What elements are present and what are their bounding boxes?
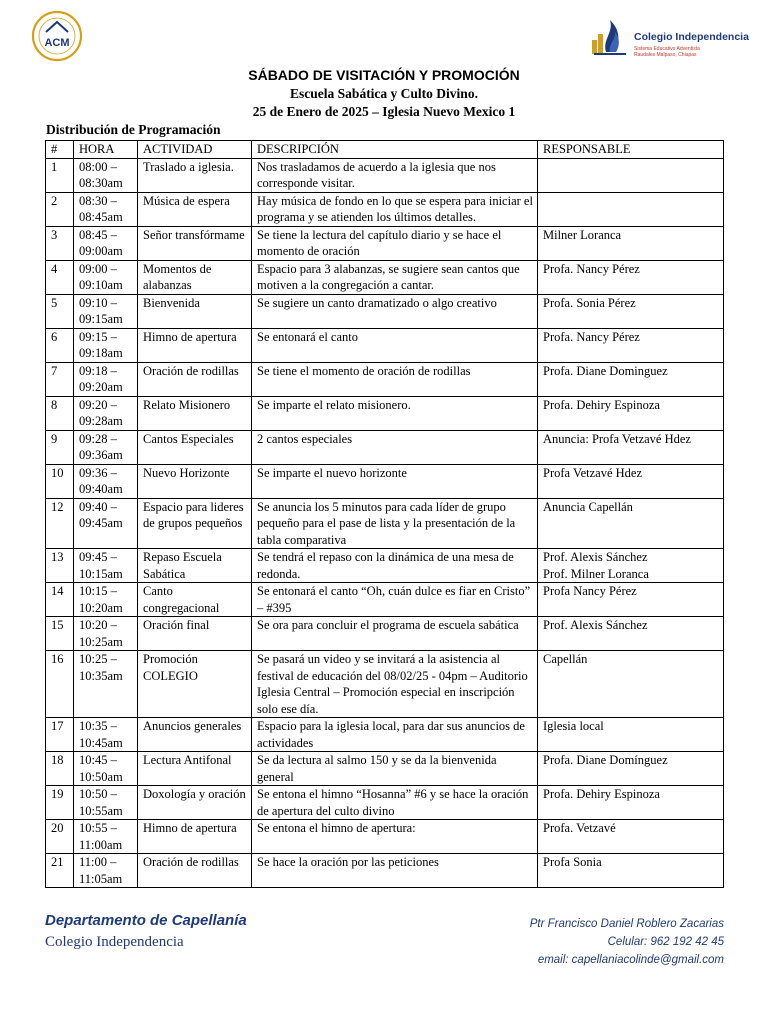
cell-num: 16 (46, 651, 74, 718)
cell-descripcion: Se ora para concluir el programa de escuela sabática (252, 617, 538, 651)
cell-hora: 10:35 – 10:45am (74, 718, 138, 752)
cell-actividad: Espacio para lideres de grupos pequeños (138, 498, 252, 549)
cell-descripcion: Se sugiere un canto dramatizado o algo creativo (252, 294, 538, 328)
page-title: SÁBADO DE VISITACIÓN Y PROMOCIÓN (248, 67, 520, 83)
cell-num: 15 (46, 617, 74, 651)
cell-actividad: Promoción COLEGIO (138, 651, 252, 718)
cell-hora: 10:15 – 10:20am (74, 583, 138, 617)
cell-hora: 09:18 – 09:20am (74, 362, 138, 396)
colegio-logo (588, 12, 758, 62)
cell-hora: 11:00 – 11:05am (74, 854, 138, 888)
cell-hora: 09:40 – 09:45am (74, 498, 138, 549)
cell-num: 4 (46, 260, 74, 294)
cell-hora: 09:28 – 09:36am (74, 430, 138, 464)
table-row (46, 549, 724, 583)
cell-descripcion: Se tiene el momento de oración de rodillas (252, 362, 538, 396)
cell-actividad: Anuncios generales (138, 718, 252, 752)
cell-descripcion: Se entonará el canto (252, 328, 538, 362)
table-row (46, 294, 724, 328)
acm-logo (22, 10, 92, 62)
cell-actividad: Nuevo Horizonte (138, 464, 252, 498)
cell-responsable (538, 158, 724, 192)
page-subtitle: Escuela Sabática y Culto Divino. (290, 86, 478, 101)
table-row (46, 464, 724, 498)
cell-hora: 09:15 – 09:18am (74, 328, 138, 362)
logo-sub1: Sistema Educativo Adventista (634, 46, 700, 52)
cell-actividad: Música de espera (138, 192, 252, 226)
cell-descripcion: Se entona el himno de apertura: (252, 820, 538, 854)
cell-num: 21 (46, 854, 74, 888)
svg-text:ACM: ACM (44, 37, 70, 49)
cell-responsable: Profa. Dehiry Espinoza (538, 396, 724, 430)
cell-responsable: Anuncia: Profa Vetzavé Hdez (538, 430, 724, 464)
cell-actividad: Repaso Escuela Sabática (138, 549, 252, 583)
cell-num: 12 (46, 498, 74, 549)
cell-actividad: Relato Misionero (138, 396, 252, 430)
logo-sub2: Raudales Malpaso, Chiapas (634, 52, 697, 58)
cell-hora: 08:30 – 08:45am (74, 192, 138, 226)
flame-book-icon (588, 12, 630, 58)
cell-responsable: Profa Vetzavé Hdez (538, 464, 724, 498)
cell-actividad: Oración final (138, 617, 252, 651)
cell-num: 13 (46, 549, 74, 583)
cell-descripcion: Se pasará un video y se invitará a la asistencia al festival de educación del 08/02/25 - 04pm – Auditorio Iglesia Central – Promoción especial en inscripción solo ese día. (252, 651, 538, 718)
cell-num: 7 (46, 362, 74, 396)
cell-num: 5 (46, 294, 74, 328)
cell-num: 2 (46, 192, 74, 226)
table-row (46, 192, 724, 226)
cell-descripcion: 2 cantos especiales (252, 430, 538, 464)
cell-hora: 09:20 – 09:28am (74, 396, 138, 430)
table-row (46, 328, 724, 362)
cell-hora: 09:45 – 10:15am (74, 549, 138, 583)
cell-responsable: Profa. Diane Domínguez (538, 752, 724, 786)
footer-pastor: Ptr Francisco Daniel Roblero Zacarias (529, 918, 724, 930)
cell-num: 10 (46, 464, 74, 498)
cell-num: 8 (46, 396, 74, 430)
table-row (46, 752, 724, 786)
cell-actividad: Momentos de alabanzas (138, 260, 252, 294)
cell-actividad: Oración de rodillas (138, 362, 252, 396)
cell-hora: 09:36 – 09:40am (74, 464, 138, 498)
table-row (46, 617, 724, 651)
table-row (46, 583, 724, 617)
cell-num: 17 (46, 718, 74, 752)
footer-phone: Celular: 962 192 42 45 (607, 936, 724, 948)
cell-responsable: Iglesia local (538, 718, 724, 752)
cell-descripcion: Espacio para 3 alabanzas, se sugiere sean cantos que motiven a la congregación a cantar. (252, 260, 538, 294)
table-row (46, 786, 724, 820)
cell-hora: 10:20 – 10:25am (74, 617, 138, 651)
cell-hora: 10:25 – 10:35am (74, 651, 138, 718)
cell-actividad: Bienvenida (138, 294, 252, 328)
cell-actividad: Himno de apertura (138, 328, 252, 362)
footer-email[interactable]: email: capellaniacolinde@gmail.com (537, 954, 724, 966)
column-header-num: # (46, 141, 74, 159)
cell-hora: 08:45 – 09:00am (74, 226, 138, 260)
cell-responsable: Profa Sonia (538, 854, 724, 888)
cell-actividad: Cantos Especiales (138, 430, 252, 464)
table-row (46, 158, 724, 192)
cell-descripcion: Se entona el himno “Hosanna” #6 y se hace la oración de apertura del culto divino (252, 786, 538, 820)
table-row (46, 854, 724, 888)
cell-descripcion: Se anuncia los 5 minutos para cada líder de grupo pequeño para el pase de lista y la presentación de la tabla comparativa (252, 498, 538, 549)
cell-descripcion: Espacio para la iglesia local, para dar sus anuncios de actividades (252, 718, 538, 752)
footer-department: Departamento de Capellanía (45, 912, 247, 929)
cell-actividad: Doxología y oración (138, 786, 252, 820)
cell-actividad: Lectura Antifonal (138, 752, 252, 786)
cell-num: 9 (46, 430, 74, 464)
column-header-actividad: ACTIVIDAD (138, 141, 252, 159)
column-header-hora: HORA (74, 141, 138, 159)
cell-responsable: Prof. Alexis Sánchez (538, 617, 724, 651)
cell-responsable (538, 192, 724, 226)
footer-school: Colegio Independencia (45, 934, 184, 950)
cell-hora: 08:00 – 08:30am (74, 158, 138, 192)
cell-responsable: Profa. Nancy Pérez (538, 328, 724, 362)
cell-responsable: Milner Loranca (538, 226, 724, 260)
cell-hora: 10:55 – 11:00am (74, 820, 138, 854)
cell-actividad: Señor transfórmame (138, 226, 252, 260)
table-row (46, 260, 724, 294)
schedule-table (45, 140, 724, 888)
cell-descripcion: Nos trasladamos de acuerdo a la iglesia que nos corresponde visitar. (252, 158, 538, 192)
cell-responsable: Profa. Dehiry Espinoza (538, 786, 724, 820)
table-row (46, 430, 724, 464)
cell-responsable: Profa. Diane Dominguez (538, 362, 724, 396)
table-row (46, 226, 724, 260)
cell-actividad: Canto congregacional (138, 583, 252, 617)
cell-hora: 09:10 – 09:15am (74, 294, 138, 328)
cell-descripcion: Se hace la oración por las peticiones (252, 854, 538, 888)
cell-responsable: Prof. Alexis Sánchez Prof. Milner Loranca (538, 549, 724, 583)
cell-num: 20 (46, 820, 74, 854)
table-row (46, 651, 724, 718)
cell-descripcion: Se imparte el nuevo horizonte (252, 464, 538, 498)
section-title: Distribución de Programación (46, 122, 221, 137)
table-row (46, 396, 724, 430)
logo-name: Colegio Independencia (634, 31, 749, 43)
cell-num: 1 (46, 158, 74, 192)
cell-responsable: Profa. Vetzavé (538, 820, 724, 854)
table-row (46, 498, 724, 549)
cell-responsable: Profa Nancy Pérez (538, 583, 724, 617)
cell-actividad: Oración de rodillas (138, 854, 252, 888)
cell-hora: 10:45 – 10:50am (74, 752, 138, 786)
cell-responsable: Profa. Sonia Pérez (538, 294, 724, 328)
cell-num: 18 (46, 752, 74, 786)
cell-responsable: Capellán (538, 651, 724, 718)
cell-actividad: Traslado a iglesia. (138, 158, 252, 192)
cell-descripcion: Se da lectura al salmo 150 y se da la bienvenida general (252, 752, 538, 786)
table-row (46, 820, 724, 854)
cell-num: 14 (46, 583, 74, 617)
cell-descripcion: Se imparte el relato misionero. (252, 396, 538, 430)
cell-descripcion: Hay música de fondo en lo que se espera para iniciar el programa y se atienden los últimos detalles. (252, 192, 538, 226)
cell-num: 6 (46, 328, 74, 362)
cell-hora: 10:50 – 10:55am (74, 786, 138, 820)
cell-num: 19 (46, 786, 74, 820)
event-date-location: 25 de Enero de 2025 – Iglesia Nuevo Mexico 1 (252, 104, 516, 119)
table-row (46, 362, 724, 396)
column-header-descripcion: DESCRIPCIÓN (252, 141, 538, 159)
cell-hora: 09:00 – 09:10am (74, 260, 138, 294)
column-header-responsable: RESPONSABLE (538, 141, 724, 159)
cell-responsable: Profa. Nancy Pérez (538, 260, 724, 294)
table-row (46, 718, 724, 752)
cell-descripcion: Se tiene la lectura del capítulo diario y se hace el momento de oración (252, 226, 538, 260)
cell-responsable: Anuncia Capellán (538, 498, 724, 549)
cell-num: 3 (46, 226, 74, 260)
cell-descripcion: Se entonará el canto “Oh, cuán dulce es fiar en Cristo” – #395 (252, 583, 538, 617)
table-header-row (46, 141, 724, 159)
cell-actividad: Himno de apertura (138, 820, 252, 854)
cell-descripcion: Se tendrá el repaso con la dinámica de una mesa de redonda. (252, 549, 538, 583)
